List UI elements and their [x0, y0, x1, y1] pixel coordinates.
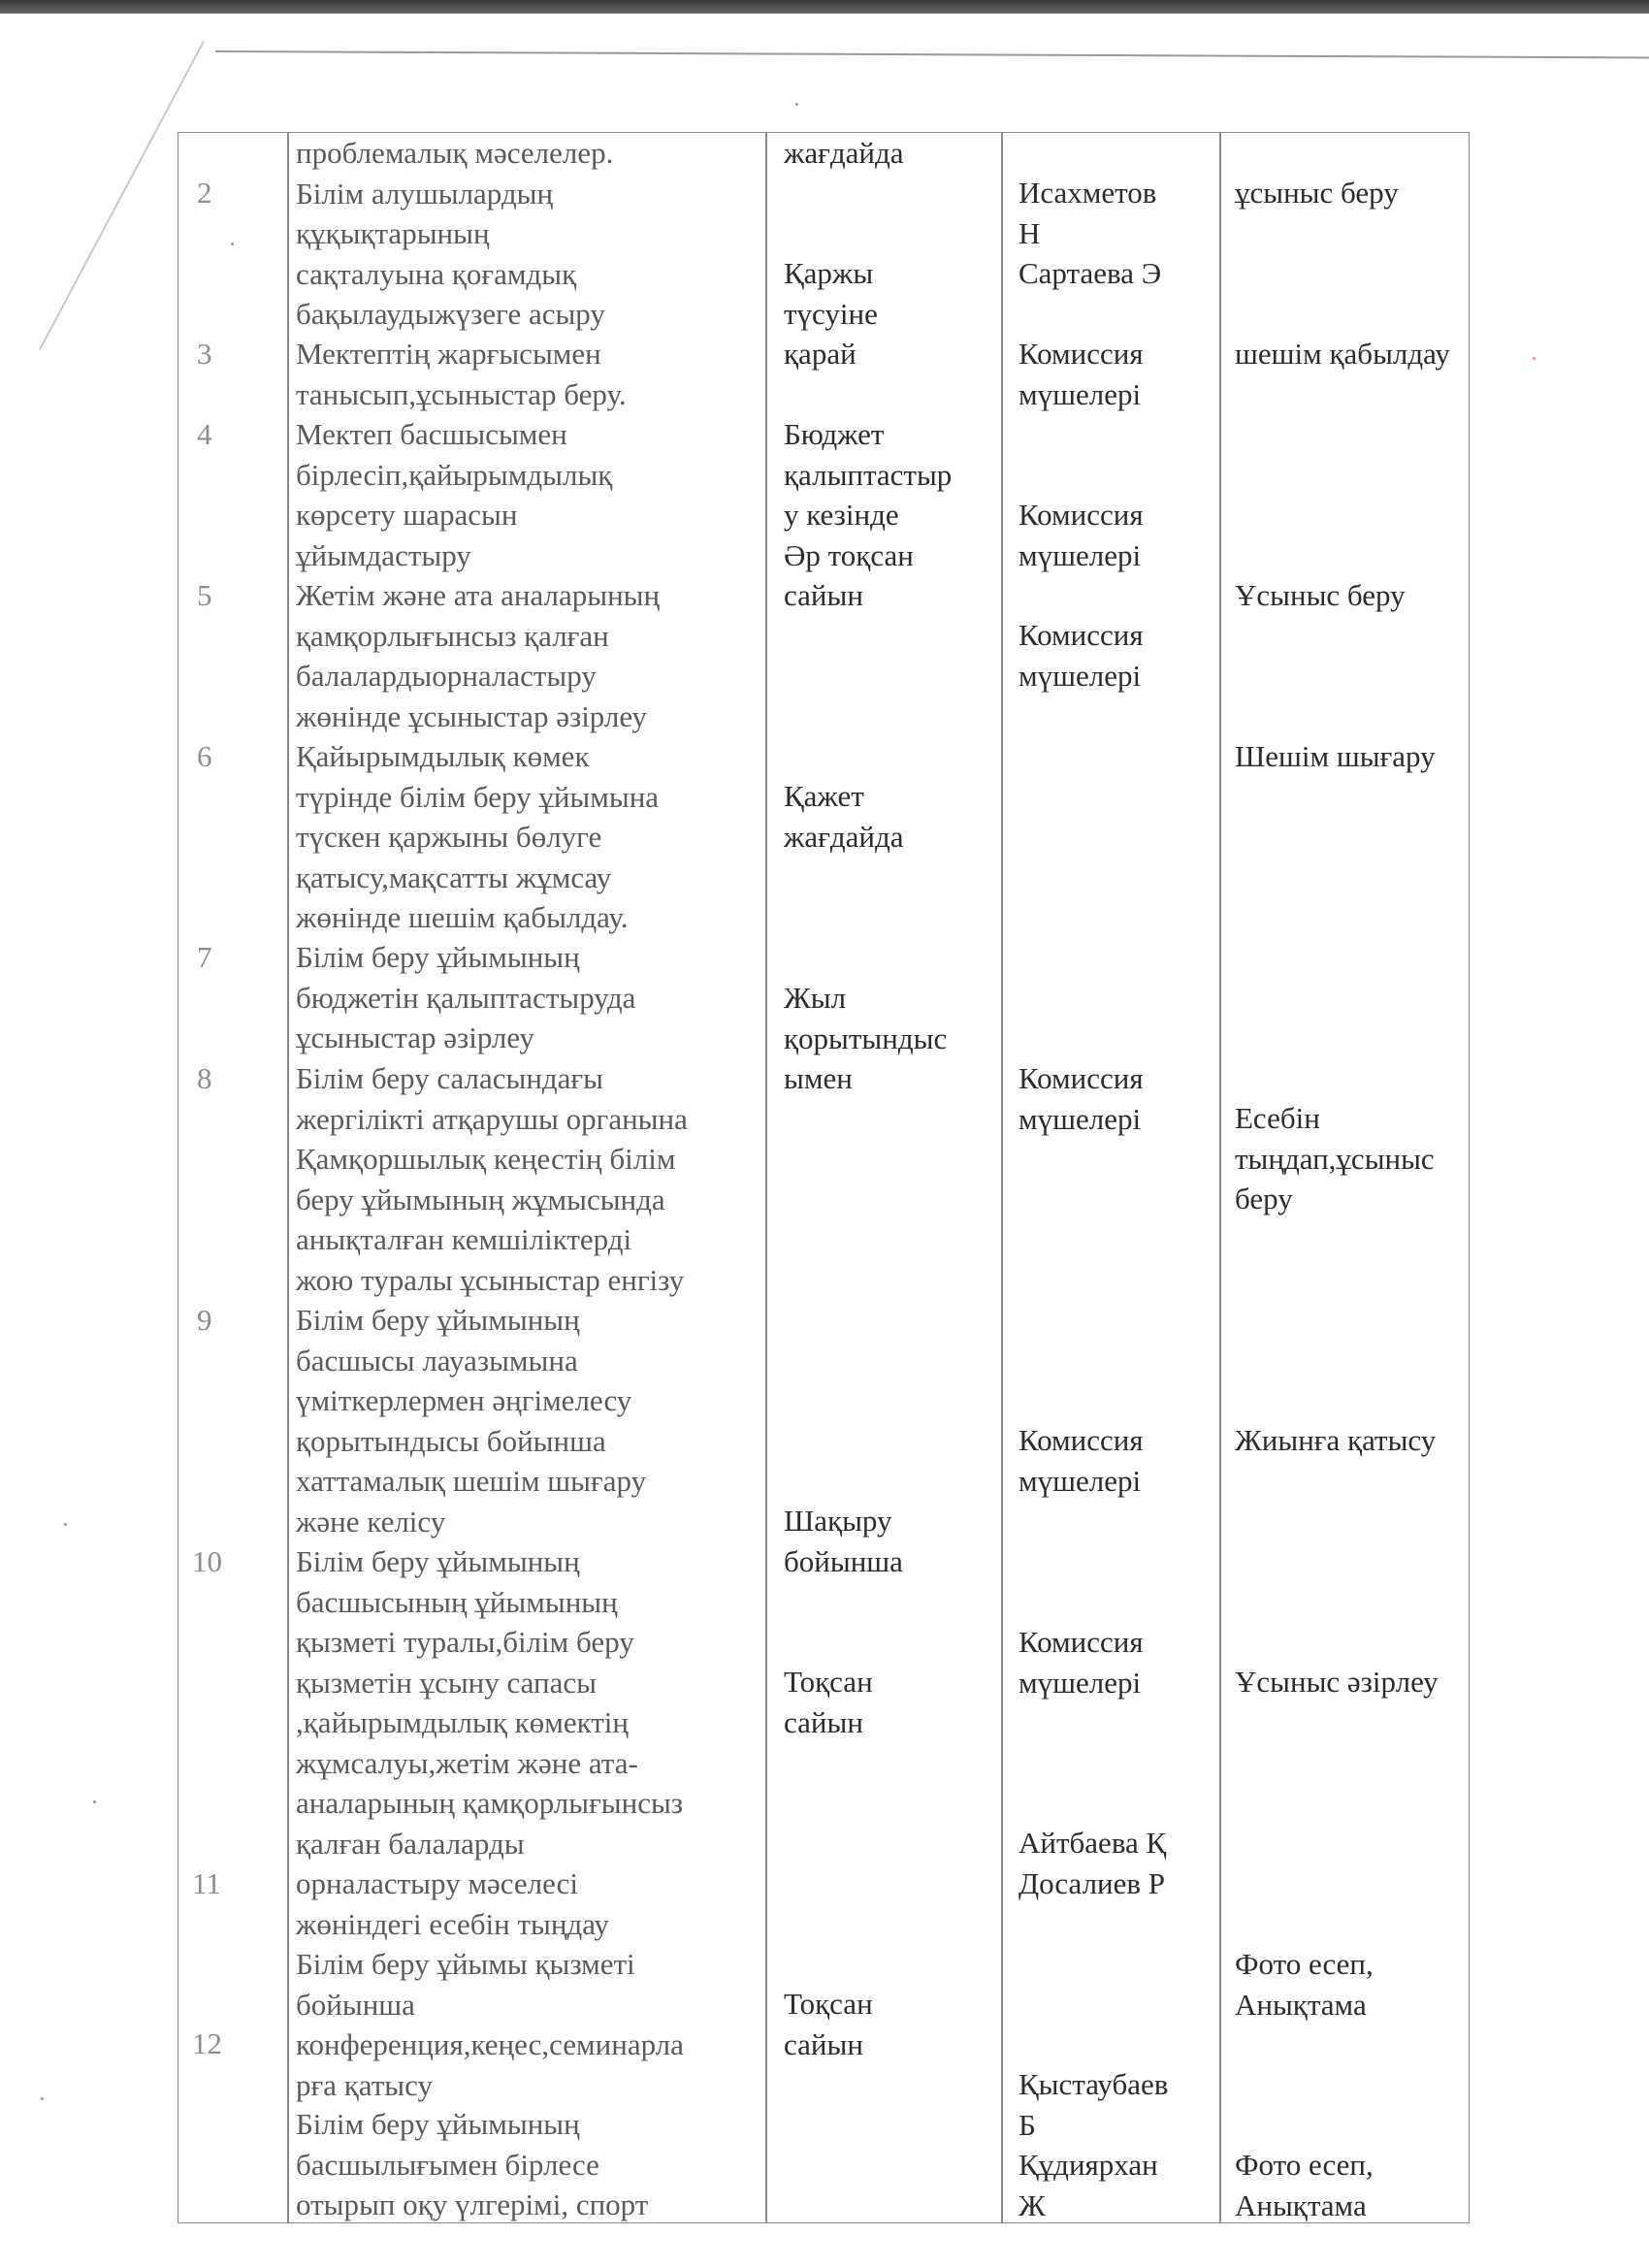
task-line: түскен қаржыны бөлуге [296, 820, 602, 854]
column-divider [765, 133, 767, 2222]
scan-speck [795, 103, 798, 106]
paper-fold-line [215, 50, 1649, 58]
column-divider [1219, 133, 1221, 2222]
deadline [784, 253, 878, 374]
task-description [296, 1058, 688, 1300]
result: шешім қабылдау [1235, 337, 1450, 371]
responsible-line: Б [1018, 2107, 1036, 2142]
deadline [784, 1501, 903, 1581]
task-line: проблемалық мәселелер. [296, 136, 614, 170]
task-line: Жетім және ата аналарының [296, 578, 661, 612]
result-line: беру [1235, 1182, 1293, 1215]
task-line: ұйымдастыру [296, 537, 471, 572]
result: Ұсыныс беру [1235, 578, 1406, 612]
responsible-line: мүшелері [1018, 376, 1142, 411]
row-number: 2 [197, 176, 212, 210]
responsible [1018, 1058, 1144, 1139]
task-line: Білім беру ұйымының [296, 2107, 580, 2141]
result [1235, 1944, 1374, 2025]
deadline-line: Тоқсан [784, 1987, 873, 2021]
row-number: 5 [197, 578, 212, 612]
result [1235, 2145, 1374, 2225]
deadline-line: Қаржы [784, 256, 874, 290]
scan-speck [64, 1523, 67, 1526]
responsible-line: Исахметов [1018, 176, 1157, 210]
task-description [296, 1541, 683, 1944]
task-description [296, 736, 659, 938]
deadline-line: Бюджет [784, 417, 885, 451]
task-line: бойынша [296, 1987, 415, 2022]
task-line: Білім беру саласындағы [296, 1061, 603, 1095]
deadline-line: Әр тоқсан [784, 537, 914, 572]
deadline-line: түсуіне [784, 296, 878, 331]
task-line: аналарының қамқорлығынсыз [296, 1786, 684, 1820]
task-line: анықталған кемшіліктерді [296, 1222, 632, 1256]
task-line: қатысу,мақсатты жұмсау [296, 859, 612, 894]
task-line: басшысының ұйымының [296, 1584, 618, 1619]
task-line: жөніндегі есебін тыңдау [296, 1906, 609, 1941]
task-line: құқықтарының [296, 216, 490, 250]
result-line: тыңдап,ұсыныс [1235, 1141, 1435, 1176]
task-line: Білім беру ұйымы қызметі [296, 1947, 635, 1981]
responsible-line: Н [1018, 215, 1041, 250]
task-description [296, 2104, 648, 2225]
responsible-line: Қыстаубаев [1018, 2067, 1169, 2101]
responsible [1018, 2064, 1168, 2225]
row-number: 9 [197, 1303, 212, 1337]
responsible-line: мүшелері [1018, 658, 1142, 693]
result [1235, 1098, 1435, 1219]
task-line: орналастыру мәселесі [296, 1866, 578, 1900]
row-number: 7 [197, 940, 212, 974]
task-description [296, 937, 635, 1058]
task-line: үміткерлермен әңгімелесу [296, 1383, 632, 1417]
deadline-line: қарай [784, 337, 857, 371]
task-line: бюджетін қалыптастыруда [296, 980, 636, 1015]
responsible-line: мүшелері [1018, 1101, 1142, 1136]
result-line: Анықтама [1235, 2187, 1367, 2222]
deadline [784, 978, 947, 1099]
row-number: 4 [197, 417, 212, 451]
task-line: жөнінде шешім қабылдау. [296, 900, 629, 934]
task-line: бақылаудыжүзеге асыру [296, 297, 605, 331]
column-divider [287, 133, 289, 2222]
responsible [1018, 615, 1144, 696]
responsible [1018, 173, 1161, 294]
result-line: Фото есеп, [1235, 1947, 1374, 1981]
responsible-line: Комиссия [1018, 498, 1144, 532]
deadline [784, 1984, 873, 2064]
task-line: жою туралы ұсыныстар енгізу [296, 1262, 685, 1297]
deadline [784, 414, 952, 616]
responsible-line: Комиссия [1018, 1423, 1144, 1457]
deadline: жағдайда [784, 136, 904, 170]
column-divider [1001, 133, 1003, 2222]
result: Жиынға қатысу [1235, 1423, 1437, 1457]
responsible-line: Сартаева Э [1018, 256, 1162, 290]
deadline-line: қалыптастыр [784, 457, 953, 492]
task-line: Мектеп басшысымен [296, 417, 567, 451]
deadline [784, 776, 904, 857]
deadline-line: ымен [784, 1061, 853, 1095]
deadline-line: у кезінде [784, 498, 899, 532]
responsible-line: Комиссия [1018, 337, 1144, 371]
task-line: Білім алушылардың [296, 176, 554, 211]
result: Шешім шығару [1235, 739, 1436, 773]
responsible [1018, 495, 1144, 575]
task-description [296, 575, 660, 736]
task-line: сақталуына қоғамдық [296, 256, 577, 291]
deadline-line: сайын [784, 578, 863, 612]
responsible-line: Комиссия [1018, 1625, 1144, 1659]
responsible-line: мүшелері [1018, 1665, 1142, 1700]
task-line: жөнінде ұсыныстар әзірлеу [296, 698, 647, 733]
task-line: Білім беру ұйымының [296, 1544, 580, 1578]
deadline-line: Қажет [784, 779, 864, 813]
deadline-line: Шақыру [784, 1504, 892, 1538]
row-number: 3 [197, 337, 212, 371]
task-line: қызметі туралы,білім беру [296, 1625, 634, 1659]
scan-speck [93, 1800, 96, 1803]
responsible-line: Құдиярхан [1018, 2148, 1158, 2182]
task-line: басшылығымен бірлесе [296, 2147, 599, 2182]
task-line: балалардыорналастыру [296, 659, 597, 693]
task-line: жұмсалуы,жетім және ата- [296, 1745, 638, 1780]
task-line: беру ұйымының жұмысында [296, 1182, 665, 1216]
responsible [1018, 334, 1144, 414]
task-line: танысып,ұсыныстар беру. [296, 376, 627, 411]
responsible-line: мүшелері [1018, 1463, 1142, 1498]
task-line: жергілікті атқарушы органына [296, 1101, 688, 1136]
responsible-line: Комиссия [1018, 1061, 1144, 1095]
task-line: Білім беру ұйымының [296, 940, 580, 974]
responsible [1018, 1622, 1144, 1702]
result: Ұсыныс әзірлеу [1235, 1665, 1439, 1699]
responsible-line: Айтбаева Қ [1018, 1826, 1167, 1860]
deadline-line: сайын [784, 1704, 863, 1739]
task-description [296, 414, 612, 575]
task-description [296, 133, 613, 335]
deadline-line: сайын [784, 2026, 863, 2061]
task-line: ұсыныстар әзірлеу [296, 1021, 534, 1054]
row-number: 10 [192, 1544, 222, 1578]
result: ұсыныс беру [1235, 176, 1399, 210]
task-line: түрінде білім беру ұйымына [296, 779, 660, 814]
task-line: қызметін ұсыну сапасы [296, 1665, 597, 1700]
responsible-line: Досалиев Р [1018, 1865, 1166, 1900]
task-line: қалған балаларды [296, 1826, 525, 1861]
deadline-line: қорытындыс [784, 1021, 948, 1055]
row-number: 12 [192, 2026, 222, 2060]
task-description [296, 1944, 684, 2105]
deadline-line: Тоқсан [784, 1665, 873, 1699]
responsible [1018, 1420, 1144, 1501]
task-line: басшысы лауазымына [296, 1343, 578, 1377]
task-line: және келісу [296, 1504, 446, 1539]
task-line: қамқорлығынсыз қалған [296, 618, 609, 653]
task-line: көрсету шарасын [296, 498, 518, 532]
task-line: Қайырымдылық көмек [296, 739, 590, 773]
row-number: 8 [197, 1061, 212, 1095]
task-line: конференция,кеңес,семинарла [296, 2027, 684, 2061]
task-line: Қамқоршылық кеңестің білім [296, 1142, 676, 1176]
result-line: Есебін [1235, 1101, 1320, 1135]
task-line: қорытындысы бойынша [296, 1423, 606, 1458]
task-line: хаттамалық шешім шығару [296, 1464, 647, 1498]
task-line: Мектептің жарғысымен [296, 337, 601, 371]
task-line: бірлесіп,қайырымдылық [296, 457, 613, 492]
row-number: 11 [192, 1866, 221, 1900]
task-line: ,қайырымдылық көмектің [296, 1705, 629, 1739]
deadline-line: бойынша [784, 1543, 903, 1578]
result-line: Анықтама [1235, 1987, 1367, 2022]
deadline-line: жағдайда [784, 819, 904, 854]
responsible-line: мүшелері [1018, 537, 1142, 572]
task-description [296, 334, 627, 414]
responsible-line: Комиссия [1018, 618, 1144, 652]
responsible-line: Ж [1018, 2187, 1046, 2222]
responsible [1018, 1823, 1166, 1903]
task-description [296, 1300, 646, 1541]
deadline [784, 1662, 873, 1742]
task-line: отырып оқу үлгерімі, спорт [296, 2187, 649, 2221]
result-line: Фото есеп, [1235, 2148, 1374, 2182]
scan-speck [1533, 357, 1536, 360]
row-number: 6 [197, 739, 212, 773]
scan-speck [41, 2097, 44, 2100]
task-line: рға қатысу [296, 2067, 433, 2102]
scan-edge [0, 0, 1649, 14]
task-line: Білім беру ұйымының [296, 1303, 580, 1337]
deadline-line: Жыл [784, 981, 847, 1015]
